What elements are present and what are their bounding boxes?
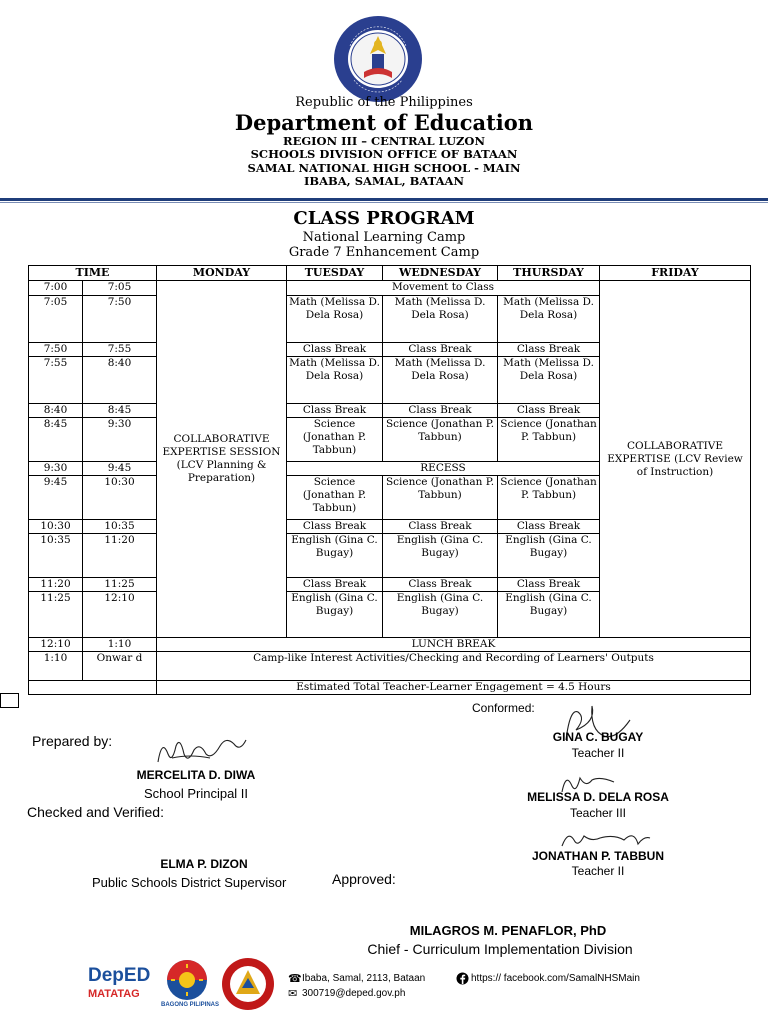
table-row: [29, 652, 751, 681]
time-end: 9:45: [83, 462, 157, 476]
time-start: 9:45: [29, 476, 83, 520]
republic-line: Republic of the Philippines: [295, 95, 473, 110]
tabbun-role: Teacher II: [571, 864, 625, 878]
bugay-role: Teacher II: [571, 746, 625, 760]
division-seal-icon: [220, 956, 276, 1012]
empty-cell: [29, 681, 157, 695]
monday-header: MONDAY: [157, 266, 287, 281]
time-start: 7:05: [29, 296, 83, 343]
footer-address: Ibaba, Samal, 2113, Bataan: [302, 973, 426, 984]
conformed-label: Conformed:: [472, 701, 535, 715]
recess-cell: RECESS: [287, 462, 600, 476]
address-line: IBABA, SAMAL, BATAAN: [304, 173, 464, 188]
time-header: TIME: [29, 266, 157, 281]
thursday-cell: Class Break: [498, 578, 600, 592]
letterhead: [0, 96, 768, 188]
tuesday-cell: Class Break: [287, 343, 383, 357]
time-start: 11:20: [29, 578, 83, 592]
email-icon: ✉: [288, 987, 298, 1000]
time-end: 7:55: [83, 343, 157, 357]
thursday-cell: Class Break: [498, 343, 600, 357]
title-block: [0, 208, 768, 261]
deped-seal-icon: [328, 14, 428, 104]
penaflor-role: Chief - Curriculum Implementation Division: [367, 941, 633, 957]
time-end: 11:20: [83, 534, 157, 578]
thursday-cell: Science (Jonathan P. Tabbun): [498, 476, 600, 520]
tuesday-cell: Math (Melissa D. Dela Rosa): [287, 357, 383, 404]
division-line: SCHOOLS DIVISION OFFICE OF BATAAN: [250, 147, 518, 162]
footer-facebook[interactable]: https:// facebook.com/SamalNHSMain: [471, 973, 640, 984]
prepared-label: Prepared by:: [32, 733, 113, 749]
wednesday-cell: Math (Melissa D. Dela Rosa): [383, 296, 498, 343]
wednesday-cell: Class Break: [383, 520, 498, 534]
wednesday-header: WEDNESDAY: [383, 266, 498, 281]
time-start: 10:30: [29, 520, 83, 534]
subtitle-2: Grade 7 Enhancement Camp: [288, 245, 480, 261]
bugay-name: GINA C. BUGAY: [552, 730, 644, 744]
time-end: 12:10: [83, 592, 157, 638]
tuesday-cell: English (Gina C. Bugay): [287, 534, 383, 578]
time-end: 8:40: [83, 357, 157, 404]
monday-session: COLLABORATIVE EXPERTISE SESSION (LCV Planning & Preparation): [157, 281, 287, 638]
tuesday-cell: Math (Melissa D. Dela Rosa): [287, 296, 383, 343]
tuesday-header: TUESDAY: [287, 266, 383, 281]
thursday-cell: English (Gina C. Bugay): [498, 592, 600, 638]
thursday-cell: Math (Melissa D. Dela Rosa): [498, 296, 600, 343]
wednesday-cell: English (Gina C. Bugay): [383, 592, 498, 638]
time-end: 7:05: [83, 281, 157, 296]
time-end: 10:35: [83, 520, 157, 534]
time-start: 7:55: [29, 357, 83, 404]
tuesday-cell: Class Break: [287, 520, 383, 534]
tuesday-cell: Science (Jonathan P. Tabbun): [287, 418, 383, 462]
thursday-cell: Class Break: [498, 520, 600, 534]
wednesday-cell: Science (Jonathan P. Tabbun): [383, 418, 498, 462]
header-rule-thin: [0, 202, 768, 203]
lunch-cell: LUNCH BREAK: [157, 638, 751, 652]
thursday-cell: English (Gina C. Bugay): [498, 534, 600, 578]
movement-cell: Movement to Class: [287, 281, 600, 296]
thursday-cell: Science (Jonathan P. Tabbun): [498, 418, 600, 462]
subtitle-1: National Learning Camp: [302, 229, 466, 245]
dizon-role: Public Schools District Supervisor: [92, 875, 287, 890]
time-start: 10:35: [29, 534, 83, 578]
location-icon: ☎: [288, 972, 302, 985]
deped-matatag-logo: [88, 965, 158, 1013]
time-end: Onwar d: [83, 652, 157, 681]
estimated-cell: Estimated Total Teacher-Learner Engagement = 4.5 Hours: [157, 681, 751, 695]
time-start: 8:40: [29, 404, 83, 418]
header-rule: [0, 198, 768, 201]
thursday-header: THURSDAY: [498, 266, 600, 281]
table-header-row: [29, 266, 751, 281]
checked-label: Checked and Verified:: [27, 804, 164, 820]
approved-label: Approved:: [332, 871, 396, 887]
wednesday-cell: Class Break: [383, 343, 498, 357]
delarosa-name: MELISSA D. DELA ROSA: [527, 790, 669, 804]
penaflor-name: MILAGROS M. PENAFLOR, PhD: [409, 923, 607, 938]
bagong-pilipinas-icon: [160, 958, 214, 1002]
margin-box: [0, 693, 19, 708]
matatag-logo-text: MATATAG: [88, 988, 140, 1000]
deped-logo-text: DepED: [88, 965, 151, 986]
thursday-cell: Math (Melissa D. Dela Rosa): [498, 357, 600, 404]
wednesday-cell: Class Break: [383, 404, 498, 418]
delarosa-role: Teacher III: [569, 806, 627, 820]
tuesday-cell: Class Break: [287, 404, 383, 418]
facebook-icon: [456, 972, 469, 985]
page-title: CLASS PROGRAM: [293, 208, 475, 229]
diwa-name: MERCELITA D. DIWA: [136, 768, 256, 782]
time-start: 8:45: [29, 418, 83, 462]
diwa-role: School Principal II: [143, 786, 249, 801]
wednesday-cell: Class Break: [383, 578, 498, 592]
time-end: 8:45: [83, 404, 157, 418]
wednesday-cell: Math (Melissa D. Dela Rosa): [383, 357, 498, 404]
friday-session: COLLABORATIVE EXPERTISE (LCV Review of Instruction): [600, 281, 751, 638]
time-end: 10:30: [83, 476, 157, 520]
footer-email: 300719@deped.gov.ph: [302, 988, 406, 999]
time-end: 9:30: [83, 418, 157, 462]
time-start: 7:50: [29, 343, 83, 357]
time-start: 7:00: [29, 281, 83, 296]
region-line: REGION III – CENTRAL LUZON: [283, 134, 485, 149]
thursday-cell: Class Break: [498, 404, 600, 418]
table-row: [29, 638, 751, 652]
time-start: 12:10: [29, 638, 83, 652]
wednesday-cell: Science (Jonathan P. Tabbun): [383, 476, 498, 520]
time-start: 9:30: [29, 462, 83, 476]
time-start: 1:10: [29, 652, 83, 681]
school-line: SAMAL NATIONAL HIGH SCHOOL - MAIN: [247, 160, 521, 175]
department-line: Department of Education: [234, 109, 534, 135]
bagong-pilipinas-text: BAGONG PILIPINAS: [160, 1002, 219, 1008]
camp-cell: Camp-like Interest Activities/Checking and Recording of Learners' Outputs: [157, 652, 751, 681]
class-schedule-table: [28, 265, 751, 695]
dizon-name: ELMA P. DIZON: [160, 857, 248, 871]
tabbun-name: JONATHAN P. TABBUN: [531, 849, 664, 863]
tuesday-cell: English (Gina C. Bugay): [287, 592, 383, 638]
tuesday-cell: Science (Jonathan P. Tabbun): [287, 476, 383, 520]
tuesday-cell: Class Break: [287, 578, 383, 592]
table-row: [29, 281, 751, 296]
time-end: 1:10: [83, 638, 157, 652]
time-end: 7:50: [83, 296, 157, 343]
time-start: 11:25: [29, 592, 83, 638]
friday-header: FRIDAY: [600, 266, 751, 281]
time-end: 11:25: [83, 578, 157, 592]
table-row: [29, 681, 751, 695]
diwa-signature-icon: [150, 724, 250, 772]
wednesday-cell: English (Gina C. Bugay): [383, 534, 498, 578]
